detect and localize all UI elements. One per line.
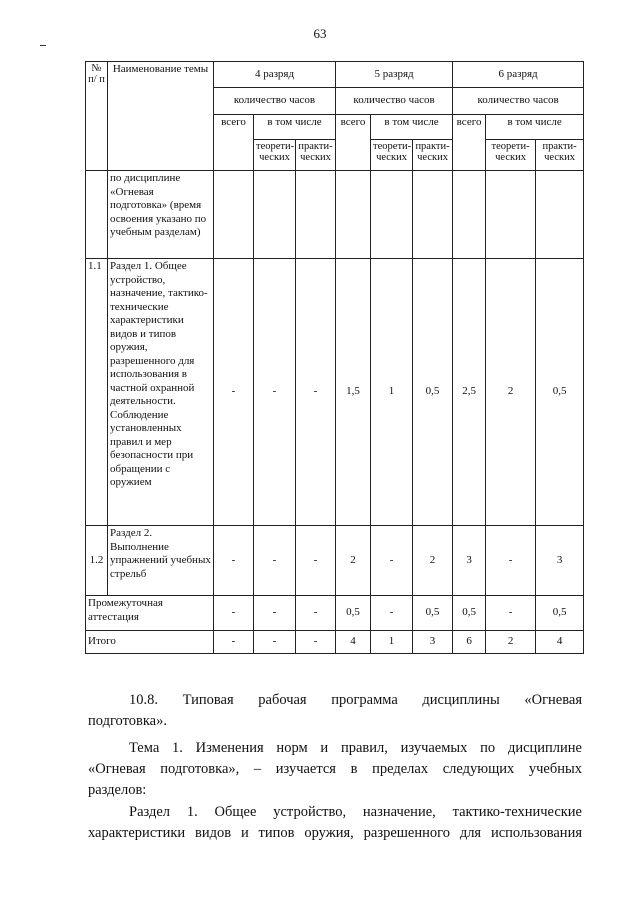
text-line: разделов: — [88, 782, 147, 798]
row-name: Итого — [86, 631, 214, 654]
header-practice-5: практи-ческих — [413, 140, 453, 171]
text-line: «Огневая подготовка», – изучается в пределах следующих учебных — [88, 761, 582, 777]
cell: 0,5 — [536, 259, 584, 526]
header-name: Наименование темы — [108, 62, 214, 171]
cell: 0,5 — [413, 596, 453, 631]
cell — [453, 171, 486, 259]
cell: - — [296, 259, 336, 526]
cell: - — [254, 259, 296, 526]
cell: 2 — [486, 259, 536, 526]
cell — [336, 171, 371, 259]
header-total-6: всего — [453, 115, 486, 171]
cell: - — [214, 596, 254, 631]
cell: - — [254, 526, 296, 596]
row-name: Раздел 2. Выполнение упражнений учебных стрельб — [108, 526, 214, 596]
table-row — [86, 596, 584, 631]
cell: - — [254, 596, 296, 631]
hours-table — [85, 61, 584, 654]
cell: 6 — [453, 631, 486, 654]
header-including-6: в том числе — [486, 115, 584, 140]
header-practice-4: практи-ческих — [296, 140, 336, 171]
cell: - — [254, 631, 296, 654]
cell: 4 — [536, 631, 584, 654]
cell: - — [371, 596, 413, 631]
cell: 2 — [486, 631, 536, 654]
table-row — [86, 259, 584, 526]
cell: - — [296, 596, 336, 631]
cell — [413, 171, 453, 259]
cell — [214, 171, 254, 259]
header-hours-6: количество часов — [453, 88, 584, 115]
cell — [296, 171, 336, 259]
cell: - — [371, 526, 413, 596]
page-number: 63 — [313, 26, 327, 41]
table-row — [86, 631, 584, 654]
text-line: Тема 1. Изменения норм и правил, изучаемых по дисциплине — [129, 740, 582, 756]
header-grade-5: 5 разряд — [336, 62, 453, 88]
section-paragraph — [88, 802, 582, 844]
cell: 2 — [336, 526, 371, 596]
header-grade-4: 4 разряд — [214, 62, 336, 88]
cell — [486, 171, 536, 259]
header-theory-6: теорети-ческих — [486, 140, 536, 171]
header-hours-4: количество часов — [214, 88, 336, 115]
header-total-5: всего — [336, 115, 371, 171]
cell: 1 — [371, 259, 413, 526]
cell: - — [486, 526, 536, 596]
header-theory-4: теорети-ческих — [254, 140, 296, 171]
cell: 0,5 — [413, 259, 453, 526]
cell: 3 — [536, 526, 584, 596]
scan-mark — [40, 45, 46, 46]
cell: 0,5 — [453, 596, 486, 631]
cell: 0,5 — [536, 596, 584, 631]
text-line: Раздел 1. Общее устройство, назначение, тактико-технические — [129, 804, 582, 820]
cell: - — [296, 631, 336, 654]
header-hours-5: количество часов — [336, 88, 453, 115]
row-num: 1.1 — [86, 259, 108, 526]
cell — [536, 171, 584, 259]
table-row — [86, 526, 584, 596]
text-line: подготовка». — [88, 713, 167, 729]
header-including-5: в том числе — [371, 115, 453, 140]
cell: 3 — [453, 526, 486, 596]
section-heading-paragraph — [88, 690, 582, 732]
cell: - — [214, 526, 254, 596]
header-practice-6: практи-ческих — [536, 140, 584, 171]
table-row — [86, 171, 584, 259]
header-num: № п/ п — [86, 62, 108, 171]
row-num — [86, 171, 108, 259]
cell: - — [214, 631, 254, 654]
topic-paragraph — [88, 738, 582, 801]
cell: 1,5 — [336, 259, 371, 526]
row-name: Раздел 1. Общее устройство, назначение, тактико-технические характеристики видов и типов оружия, разрешенного для использования в частной охранной деятельности. Соблюдение установленных правил и мер безопасности при обращении с оружием — [108, 259, 214, 526]
row-num: 1.2 — [86, 526, 108, 596]
header-including-4: в том числе — [254, 115, 336, 140]
cell — [254, 171, 296, 259]
cell: 0,5 — [336, 596, 371, 631]
cell — [371, 171, 413, 259]
cell: 4 — [336, 631, 371, 654]
cell: - — [486, 596, 536, 631]
header-grade-6: 6 разряд — [453, 62, 584, 88]
text-line: характеристики видов и типов оружия, разрешенного для использования — [88, 825, 582, 841]
row-name: Промежуточная аттестация — [86, 596, 214, 631]
row-name: по дисциплине «Огневая подготовка» (время освоения указано по учебным разделам) — [108, 171, 214, 259]
header-theory-5: теорети-ческих — [371, 140, 413, 171]
cell: 2,5 — [453, 259, 486, 526]
cell: 2 — [413, 526, 453, 596]
cell: 3 — [413, 631, 453, 654]
cell: - — [296, 526, 336, 596]
cell: - — [214, 259, 254, 526]
header-total-4: всего — [214, 115, 254, 171]
cell: 1 — [371, 631, 413, 654]
text-line: 10.8. Типовая рабочая программа дисциплины «Огневая — [129, 692, 582, 708]
